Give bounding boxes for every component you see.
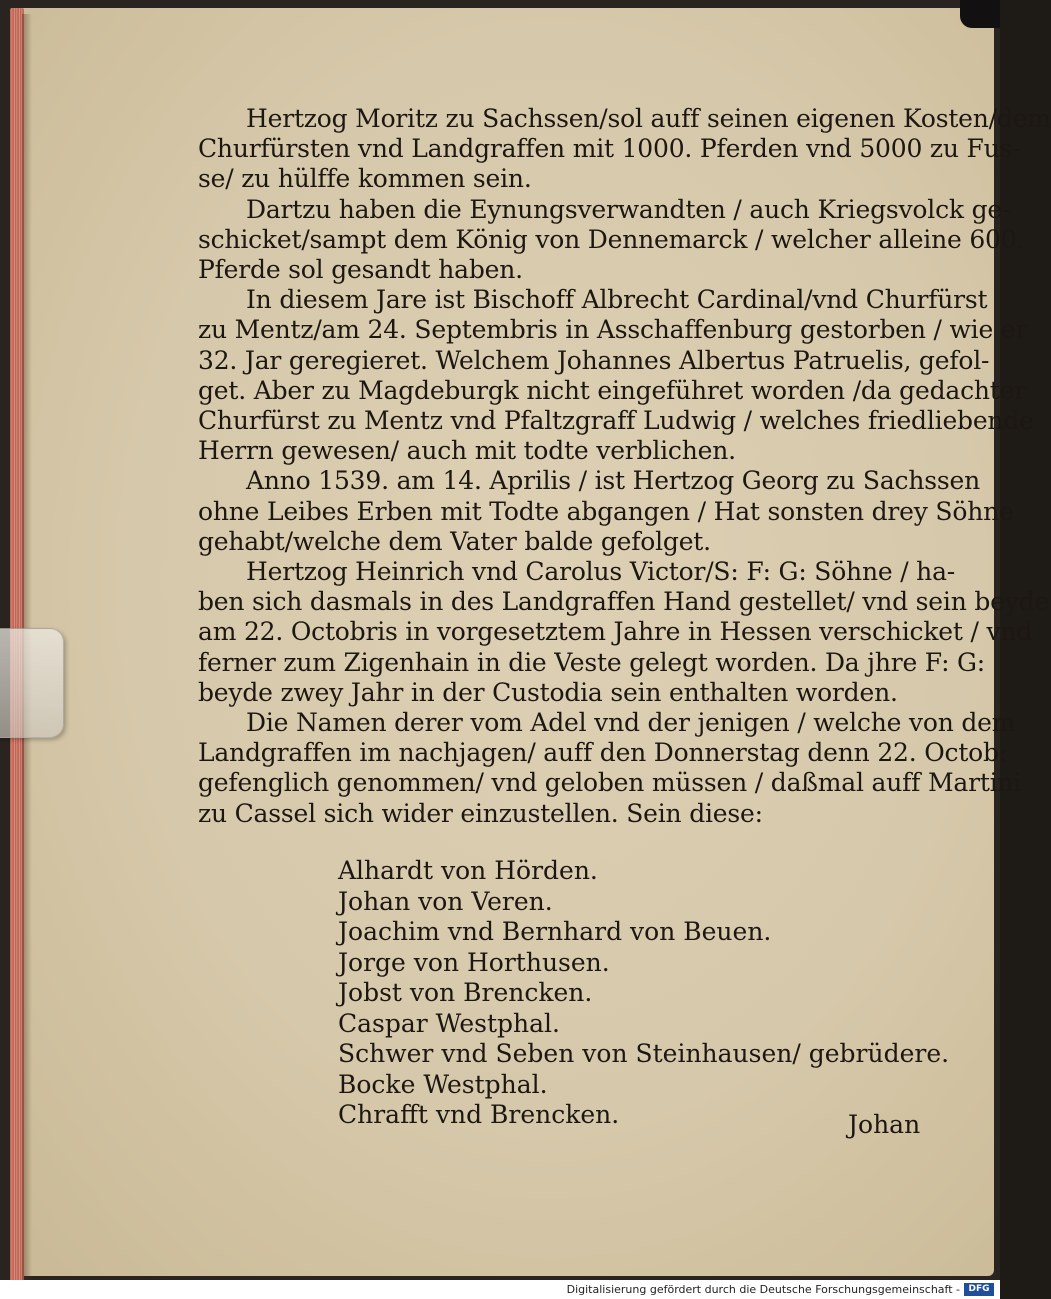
text-line: Landgraffen im nachjagen/ auff den Donnerstag denn 22. Octob: bbox=[198, 738, 1008, 768]
list-item: Chrafft vnd Brencken. bbox=[338, 1100, 620, 1129]
text-line: am 22. Octobris in vorgesetztem Jahre in Hessen verschicket / vnd bbox=[198, 617, 1033, 647]
text-line: gefenglich genommen/ vnd geloben müssen / daßmal auff Martini bbox=[198, 768, 1022, 798]
text-line: gehabt/welche dem Vater balde gefolget. bbox=[198, 526, 711, 556]
names-list bbox=[338, 856, 949, 1131]
list-item: Schwer vnd Seben von Steinhausen/ gebrüdere. bbox=[338, 1039, 950, 1068]
footer-bar bbox=[0, 1280, 1000, 1299]
text-line: Pferde sol gesandt haben. bbox=[198, 255, 523, 285]
list-item: Joachim vnd Bernhard von Beuen. bbox=[338, 917, 772, 946]
list-item: Bocke Westphal. bbox=[338, 1069, 548, 1099]
text-line: Dartzu haben die Eynungsverwandten / auch Kriegsvolck ge- bbox=[246, 194, 1011, 224]
text-line: get. Aber zu Magdeburgk nicht eingeführet worden /da gedachter bbox=[198, 375, 1026, 405]
text-line: zu Cassel sich wider einzustellen. Sein diese: bbox=[198, 798, 763, 828]
text-line: se/ zu hülffe kommen sein. bbox=[198, 164, 532, 194]
dfg-logo: DFG bbox=[964, 1283, 994, 1296]
text-line: Hertzog Heinrich vnd Carolus Victor/S: F: G: Söhne / ha- bbox=[246, 557, 956, 587]
text-line: Churfürst zu Mentz vnd Pfaltzgraff Ludwig / welches friedliebende bbox=[198, 406, 1034, 436]
catchword: Johan bbox=[848, 1110, 921, 1139]
funding-notice: Digitalisierung gefördert durch die Deutsche Forschungsgemeinschaft - bbox=[566, 1283, 960, 1296]
body-text bbox=[198, 104, 1051, 829]
list-item: Jorge von Horthusen. bbox=[338, 947, 610, 977]
list-item: Caspar Westphal. bbox=[338, 1008, 560, 1038]
text-line: Die Namen derer vom Adel vnd der jenigen / welche von dem bbox=[246, 708, 1016, 738]
text-line: zu Mentz/am 24. Septembris in Asschaffenburg gestorben / wie er bbox=[198, 315, 1028, 345]
text-line: ferner zum Zigenhain in die Veste gelegt worden. Da jhre F: G: bbox=[198, 647, 986, 677]
list-item: Jobst von Brencken. bbox=[338, 978, 593, 1007]
binding-corner bbox=[960, 0, 1000, 28]
text-line: beyde zwey Jahr in der Custodia sein enthalten worden. bbox=[198, 677, 898, 707]
text-line: Herrn gewesen/ auch mit todte verblichen. bbox=[198, 436, 736, 466]
book-page bbox=[10, 8, 1051, 1276]
list-item: Alhardt von Hörden. bbox=[338, 856, 598, 885]
page-clip bbox=[0, 628, 64, 738]
text-line: Hertzog Moritz zu Sachssen/sol auff seinen eigenen Kosten/dem bbox=[246, 104, 1051, 133]
text-line: ohne Leibes Erben mit Todte abgangen / Hat sonsten drey Söhne bbox=[198, 496, 1014, 526]
text-line: Anno 1539. am 14. Aprilis / ist Hertzog Georg zu Sachssen bbox=[246, 466, 980, 496]
text-line: schicket/sampt dem König von Dennemarck / welcher alleine 600. bbox=[198, 224, 1025, 254]
list-item: Johan von Veren. bbox=[338, 886, 553, 916]
text-line: Churfürsten vnd Landgraffen mit 1000. Pferden vnd 5000 zu Fus- bbox=[198, 134, 1021, 164]
text-line: ben sich dasmals in des Landgraffen Hand gestellet/ vnd sein beyde bbox=[198, 587, 1050, 617]
text-line: 32. Jar geregieret. Welchem Johannes Albertus Patruelis, gefol- bbox=[198, 345, 990, 375]
text-line: In diesem Jare ist Bischoff Albrecht Cardinal/vnd Churfürst bbox=[246, 285, 988, 315]
